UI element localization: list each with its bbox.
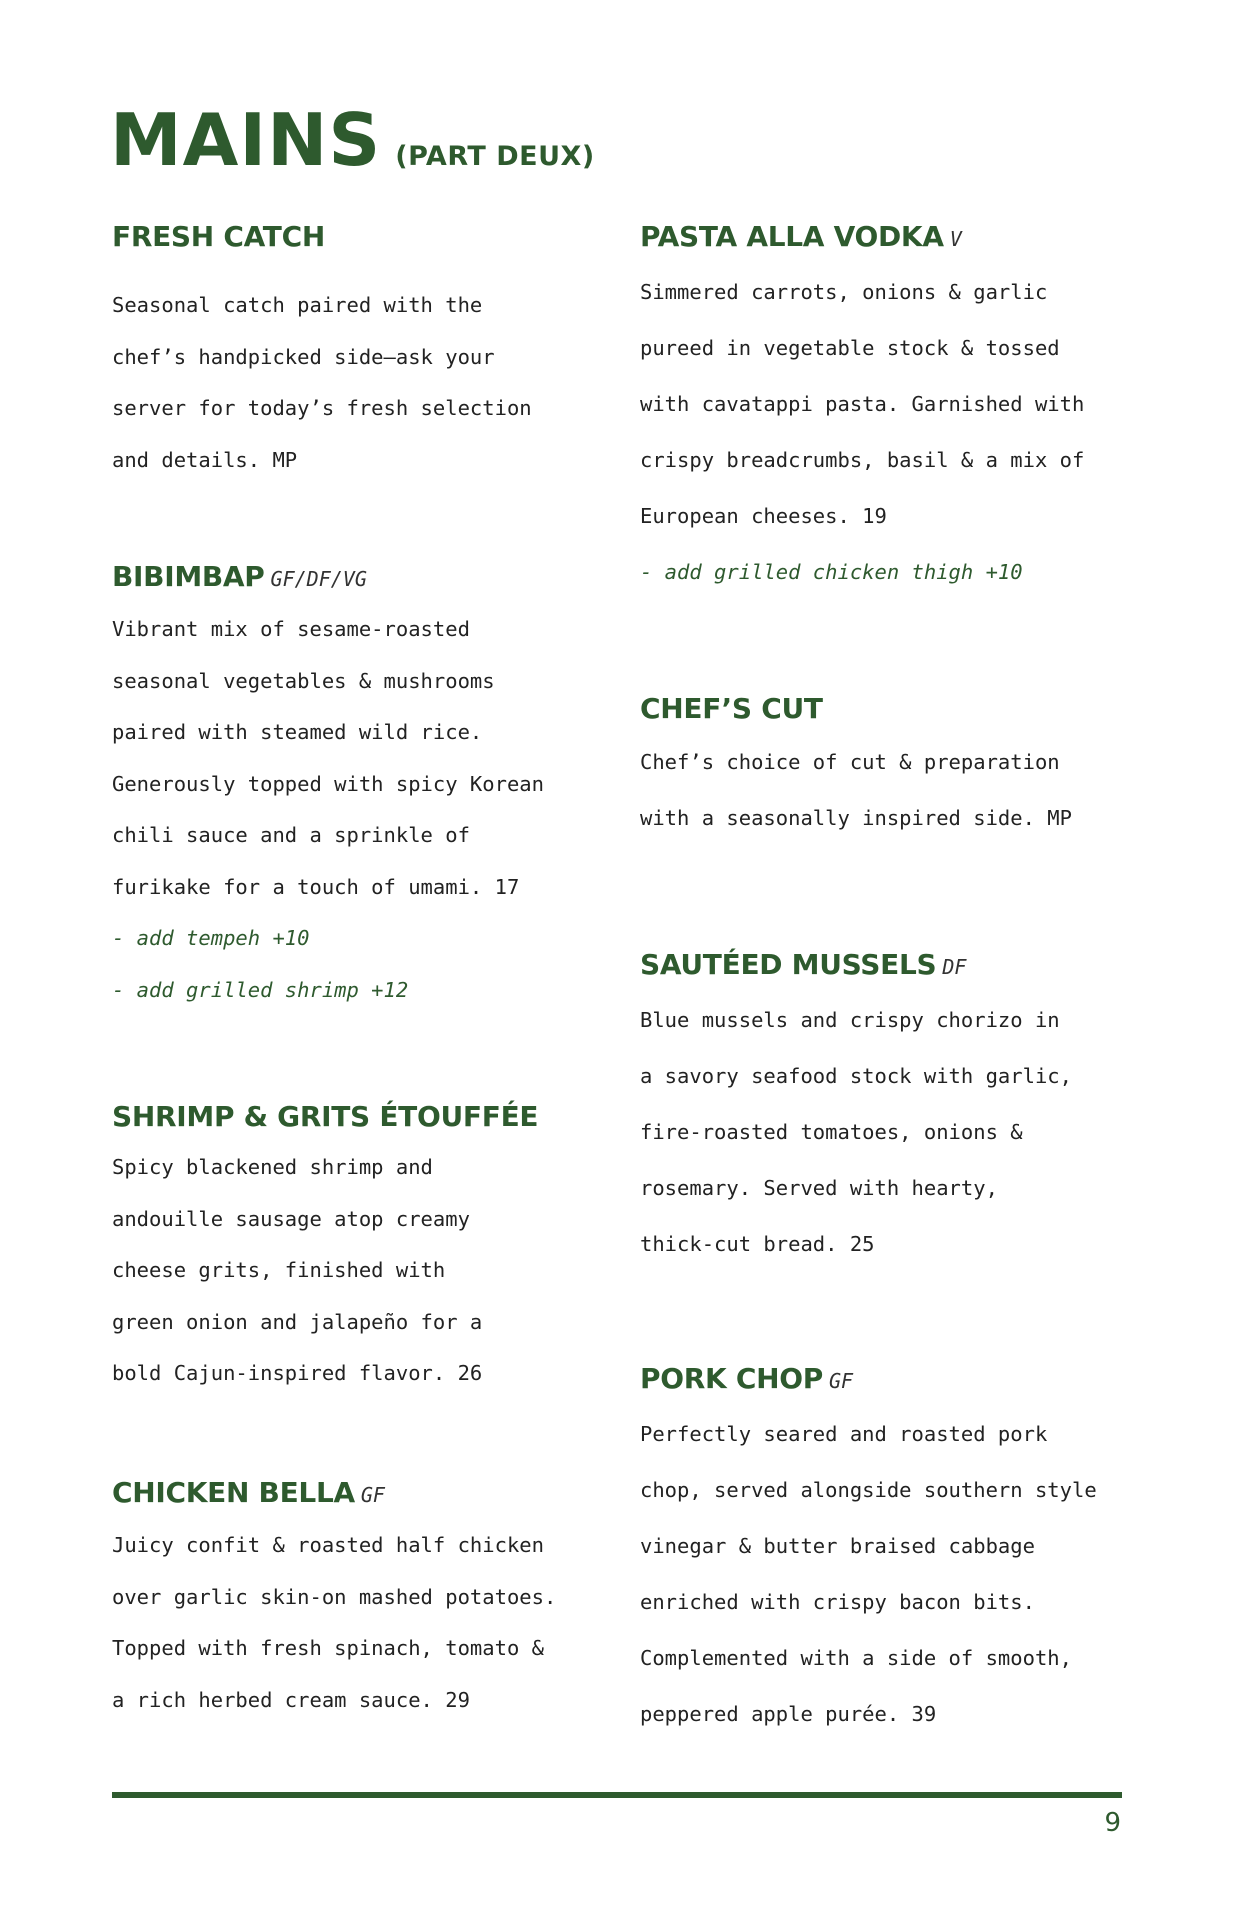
description-line: Topped with fresh spinach, tomato & <box>112 1636 544 1660</box>
item-name: SAUTÉED MUSSELS DF <box>640 948 967 981</box>
description-line: peppered apple purée. 39 <box>640 1702 937 1726</box>
dietary-tag: GF <box>828 1369 854 1393</box>
menu-item-chicken-bella <box>112 1476 632 1726</box>
description-line: Complemented with a side of smooth, <box>640 1646 1072 1670</box>
description-line: with cavatappi pasta. Garnished with <box>640 392 1085 416</box>
dietary-tag: V <box>949 227 962 251</box>
description-line: Simmered carrots, onions & garlic <box>640 280 1048 304</box>
menu-item-fresh-catch <box>112 220 632 486</box>
menu-item-bibimbap <box>112 560 632 1016</box>
addon-option: - add grilled shrimp +12 <box>112 977 409 1002</box>
description-line: server for today’s fresh selection <box>112 396 532 420</box>
description-line: chop, served alongside southern style <box>640 1478 1097 1502</box>
description-line: a savory seafood stock with garlic, <box>640 1064 1072 1088</box>
description-line: paired with steamed wild rice. <box>112 720 483 744</box>
dietary-tag: DF <box>942 955 967 979</box>
description-line: cheese grits, finished with <box>112 1258 446 1282</box>
item-description <box>640 264 1160 600</box>
description-line: bold Cajun-inspired flavor. 26 <box>112 1361 483 1385</box>
title-main: MAINS <box>110 98 382 182</box>
description-line: fire-roasted tomatoes, onions & <box>640 1120 1023 1144</box>
item-description <box>640 992 1160 1272</box>
item-description <box>112 1520 632 1726</box>
item-name: CHEF’S CUT <box>640 692 823 725</box>
item-description <box>640 734 1160 846</box>
description-line: vinegar & butter braised cabbage <box>640 1534 1035 1558</box>
menu-item-sauteed-mussels <box>640 948 1160 1272</box>
menu-item-shrimp-grits <box>112 1100 632 1400</box>
item-name: BIBIMBAP GF/DF/VG <box>112 560 367 593</box>
item-description <box>112 1142 632 1400</box>
description-line: Vibrant mix of sesame-roasted <box>112 617 470 641</box>
description-line: with a seasonally inspired side. MP <box>640 806 1072 830</box>
description-line: thick-cut bread. 25 <box>640 1232 875 1256</box>
description-line: rosemary. Served with hearty, <box>640 1176 998 1200</box>
menu-item-pork-chop <box>640 1362 1160 1742</box>
description-line: Spicy blackened shrimp and <box>112 1155 433 1179</box>
item-description <box>112 280 632 486</box>
menu-item-pasta-alla-vodka <box>640 220 1160 600</box>
description-line: a rich herbed cream sauce. 29 <box>112 1687 470 1712</box>
dietary-tag: GF <box>360 1483 385 1507</box>
addon-option: - add tempeh +10 <box>112 926 310 950</box>
title-sub: (PART DEUX) <box>395 141 595 172</box>
description-line: and details. MP <box>112 447 298 472</box>
description-line: Perfectly seared and roasted pork <box>640 1422 1048 1446</box>
menu-item-chefs-cut <box>640 692 1160 846</box>
page-number: 9 <box>1104 1808 1121 1838</box>
description-line: furikake for a touch of umami. 17 <box>112 874 520 899</box>
description-line: over garlic skin-on mashed potatoes. <box>112 1584 557 1609</box>
description-line: Generously topped with spicy Korean <box>112 771 544 796</box>
description-line: Blue mussels and crispy chorizo in <box>640 1008 1060 1032</box>
description-line: Seasonal catch paired with the <box>112 293 483 317</box>
footer-divider <box>112 1792 1122 1798</box>
item-name: PASTA ALLA VODKA V <box>640 220 962 253</box>
dietary-tag: GF/DF/VG <box>270 567 367 591</box>
item-name: SHRIMP & GRITS ÉTOUFFÉE <box>112 1100 539 1133</box>
item-description <box>112 604 632 1016</box>
description-line: seasonal vegetables & mushrooms <box>112 668 495 693</box>
description-line: andouille sausage atop creamy <box>112 1206 470 1231</box>
description-line: Chef’s choice of cut & preparation <box>640 750 1060 774</box>
item-name: FRESH CATCH <box>112 220 325 253</box>
description-line: pureed in vegetable stock & tossed <box>640 336 1060 360</box>
item-name: CHICKEN BELLA GF <box>112 1476 385 1509</box>
description-line: European cheeses. 19 <box>640 504 887 528</box>
description-line: chili sauce and a sprinkle of <box>112 823 470 847</box>
description-line: enriched with crispy bacon bits. <box>640 1590 1035 1614</box>
description-line: Juicy confit & roasted half chicken <box>112 1533 544 1557</box>
addon-option: - add grilled chicken thigh +10 <box>640 560 1023 584</box>
description-line: green onion and jalapeño for a <box>112 1309 483 1334</box>
item-description <box>640 1406 1160 1742</box>
description-line: crispy breadcrumbs, basil & a mix of <box>640 448 1085 472</box>
description-line: chef’s handpicked side—ask your <box>112 344 495 369</box>
item-name: PORK CHOP GF <box>640 1362 854 1395</box>
page-title <box>110 100 595 180</box>
